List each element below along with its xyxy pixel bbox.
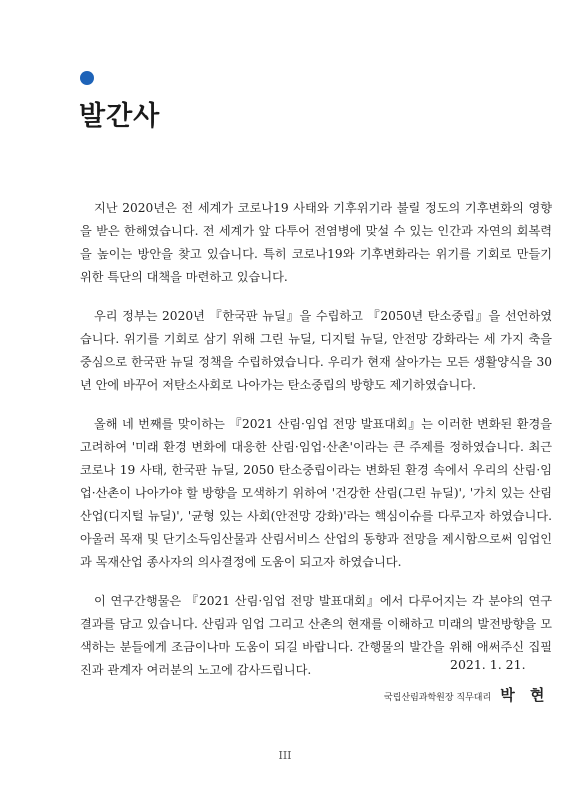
page-number: III: [278, 749, 292, 762]
paragraph: 올해 네 번째를 맞이하는 『2021 산림·임업 전망 발표대회』는 이러한 변화된 환경을 고려하여 '미래 환경 변화에 대응한 산림·임업·산촌'이라는 큰 주제를 정하였습니다. 최근 코로나 19 사태, 한국판 뉴딜, 2050 탄소중립이라는 변화된 환경 속에서 우리의 산림·임업·산촌이 나아가야 할 방향을 모색하기 위하여 '건강한 산림(그린 뉴딜)', '가치 있는 산림산업(디지털 뉴딜)', '균형 있는 사회(안전망 강화)'라는 핵심이슈를 다루고자 하였습니다. 아울러 목재 및 단기소득임산물과 산림서비스 산업의 동향과 전망을 제시함으로써 임업인과 목재산업 종사자의 의사결정에 도움이 되고자 하였습니다.: [80, 417, 552, 569]
signer-name: 박 현: [500, 686, 550, 704]
paragraph: 지난 2020년은 전 세계가 코로나19 사태와 기후위기라 불릴 정도의 기후변화의 영향을 받은 한해였습니다. 전 세계가 앞 다투어 전염병에 맞설 수 있는 인간과 자연의 회복력을 높이는 방안을 찾고 있습니다. 특히 코로나19와 기후변화라는 위기를 기회로 만들기 위한 특단의 대책을 마련하고 있습니다.: [80, 201, 552, 284]
signer-title: 국립산림과학원장 직무대리: [384, 693, 492, 703]
paragraph: 우리 정부는 2020년 『한국판 뉴딜』을 수립하고 『2050년 탄소중립』을 선언하였습니다. 위기를 기회로 삼기 위해 그린 뉴딜, 디지털 뉴딜, 안전망 강화라는 세 가지 축을 중심으로 한국판 뉴딜 정책을 수립하였습니다. 우리가 현재 살아가는 모든 생활양식을 30년 안에 바꾸어 저탄소사회로 나아가는 탄소중립의 방향도 제기하였습니다.: [80, 309, 552, 392]
signature-block: [384, 684, 554, 705]
section-bullet-icon: [80, 71, 94, 85]
publication-date: 2021. 1. 21.: [450, 657, 526, 672]
preface-body: [80, 197, 552, 698]
page-title: 발간사: [79, 101, 161, 132]
paragraph: 이 연구간행물은 『2021 산림·임업 전망 발표대회』에서 다루어지는 각 분야의 연구결과를 담고 있습니다. 산림과 임업 그리고 산촌의 현재를 이해하고 미래의 발전방향을 모색하는 분들에게 조금이나마 도움이 되길 바랍니다. 간행물의 발간을 위해 애써주신 집필진과 관계자 여러분의 노고에 감사드립니다.: [80, 594, 552, 677]
